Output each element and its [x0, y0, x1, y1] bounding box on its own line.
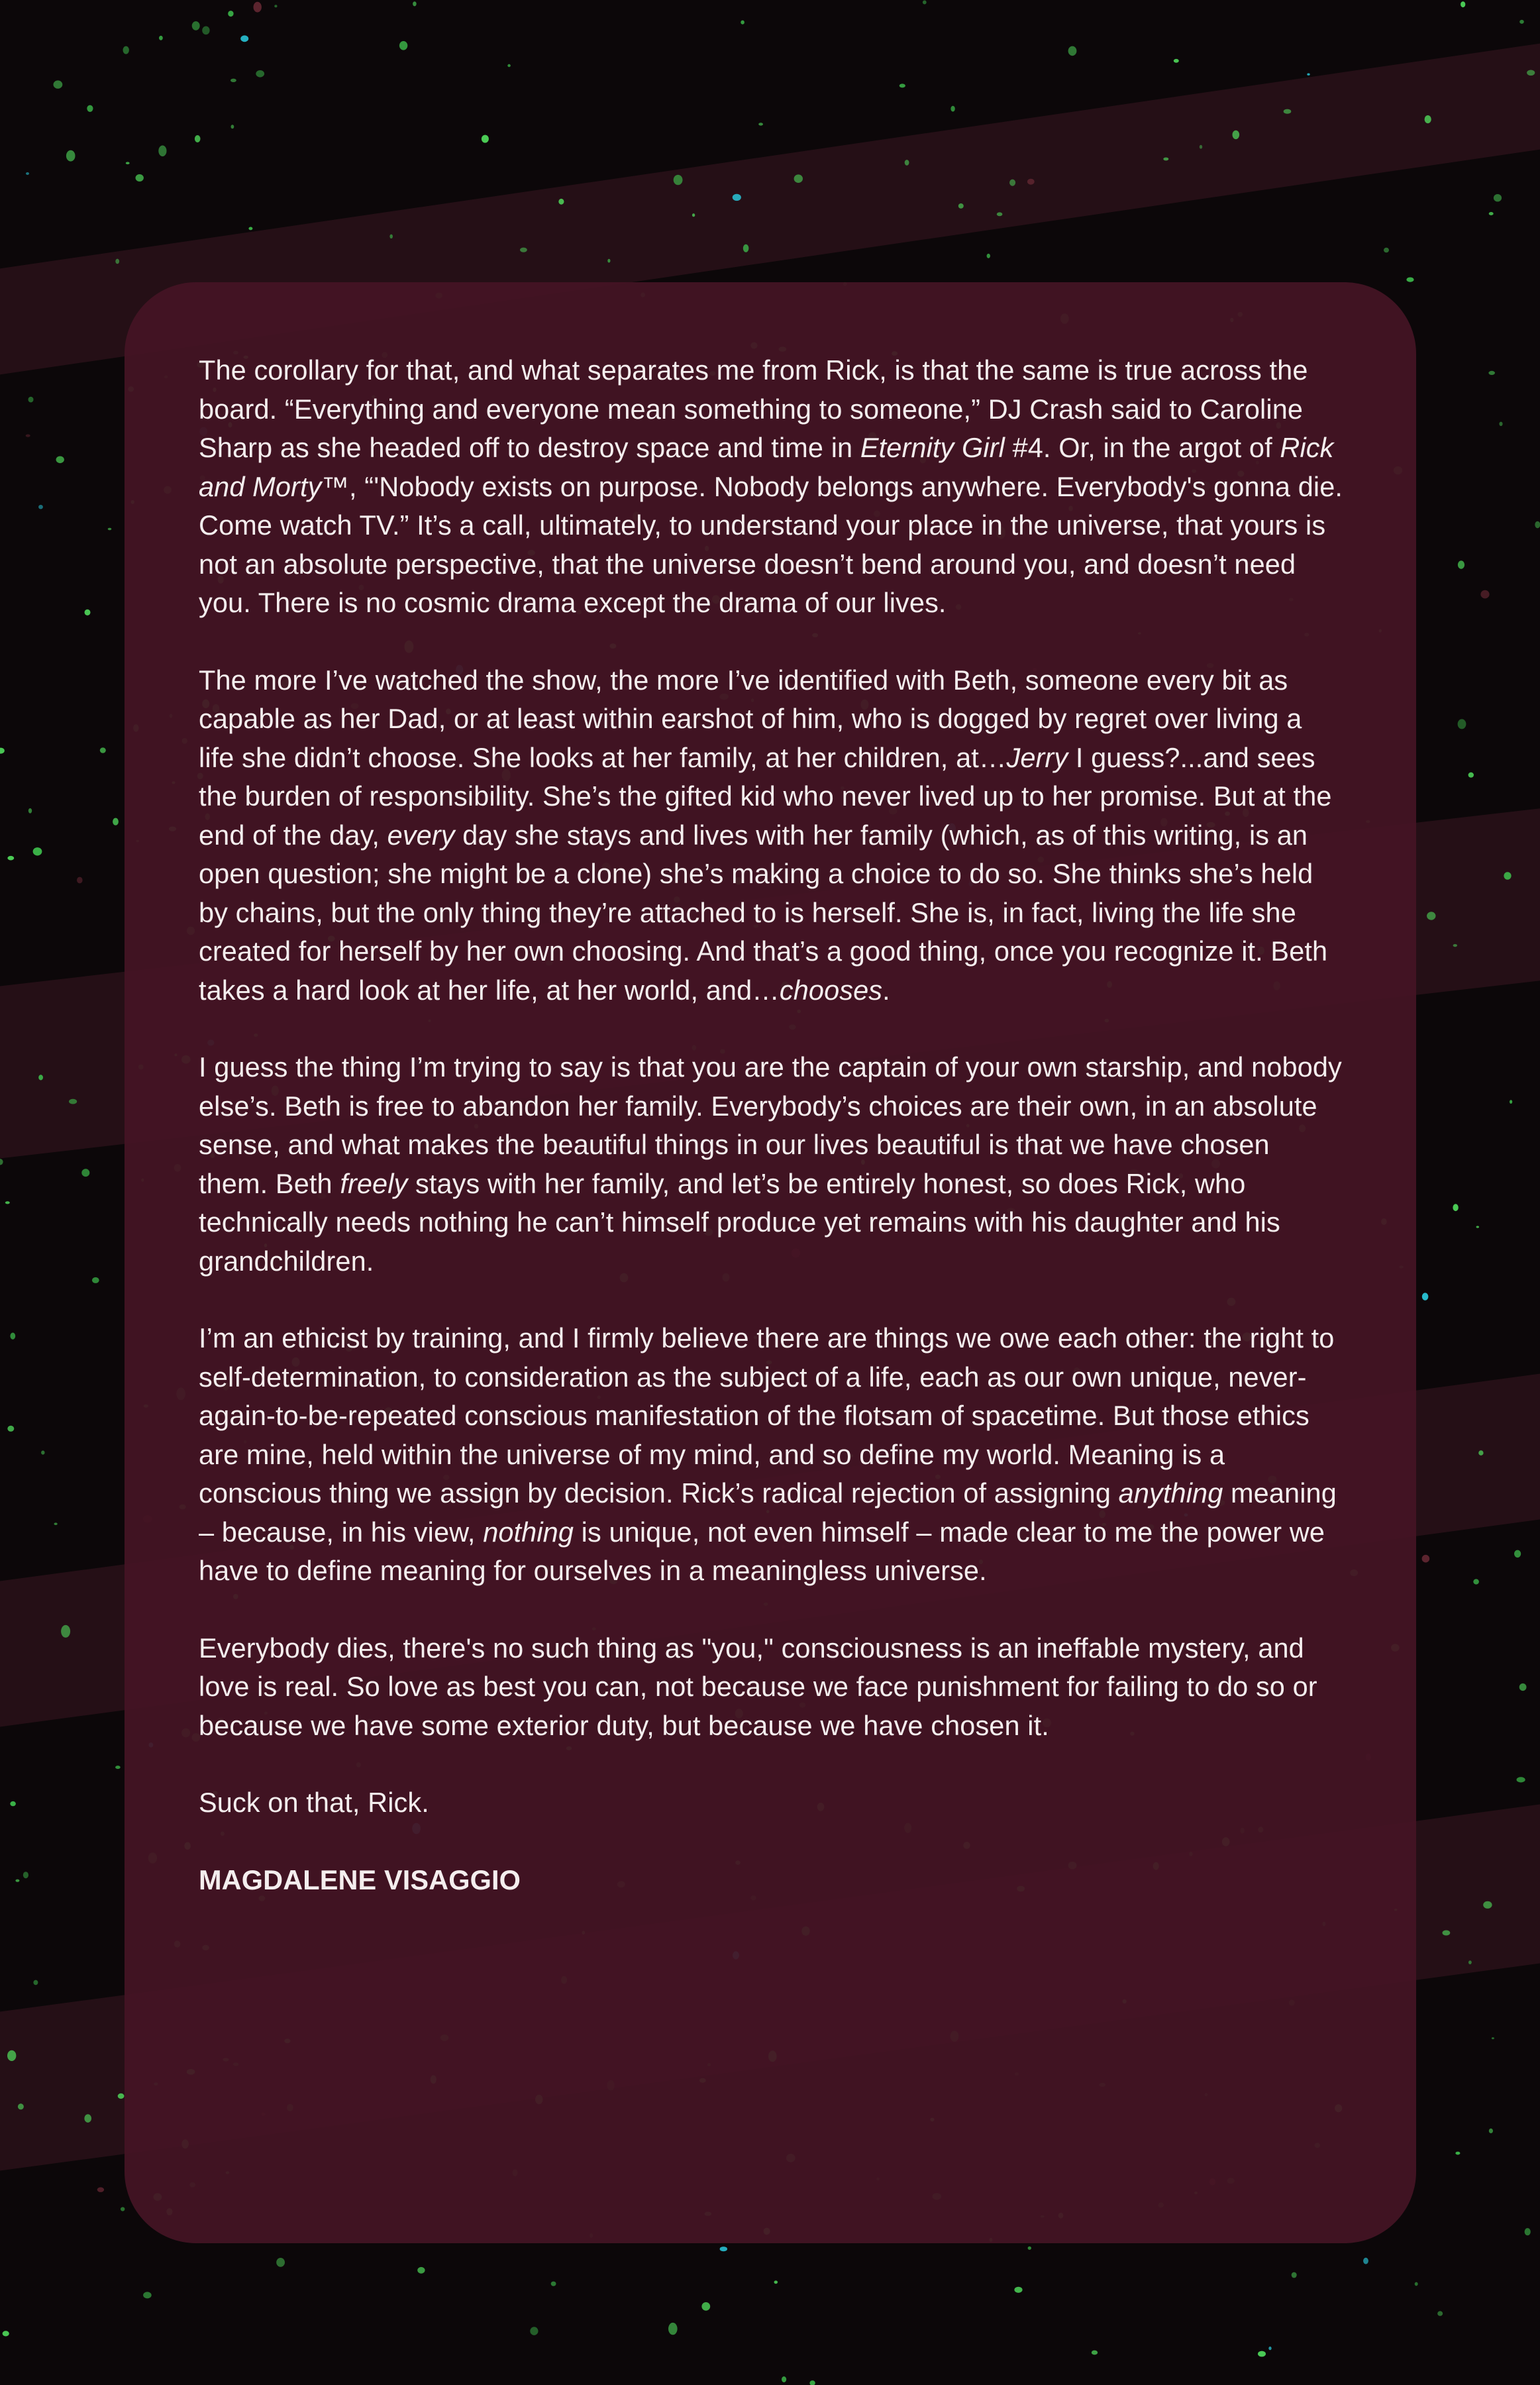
- star-speckle: [607, 259, 610, 263]
- star-speckle: [248, 227, 252, 231]
- star-speckle: [1415, 2282, 1418, 2286]
- star-speckle: [254, 2, 262, 13]
- star-speckle: [1458, 560, 1464, 568]
- star-speckle: [33, 847, 42, 855]
- star-speckle: [26, 435, 30, 437]
- star-speckle: [1480, 590, 1489, 599]
- star-speckle: [399, 41, 407, 50]
- star-speckle: [158, 146, 166, 157]
- star-speckle: [1458, 719, 1466, 729]
- star-speckle: [758, 123, 763, 125]
- star-speckle: [1425, 115, 1431, 123]
- text-run-italic: chooses: [779, 974, 883, 1006]
- star-speckle: [54, 80, 63, 88]
- star-speckle: [1514, 1550, 1521, 1558]
- star-speckle: [809, 2380, 815, 2385]
- star-speckle: [1468, 1960, 1472, 1964]
- star-speckle: [1292, 2272, 1297, 2278]
- star-speckle: [794, 174, 803, 183]
- star-speckle: [87, 105, 93, 112]
- star-speckle: [1009, 180, 1015, 186]
- essay-panel: [125, 282, 1416, 2243]
- text-run: The corollary for that, and what separates me from Rick, is that the same is true across the board. “Everything and everyone mean something to someone,” DJ Crash said to Caroline Sharp as she headed off to destroy space and time in: [199, 354, 1308, 463]
- author-name: MAGDALENE VISAGGIO: [199, 1864, 521, 1895]
- star-speckle: [118, 2094, 125, 2099]
- star-speckle: [41, 1451, 44, 1455]
- star-speckle: [1174, 59, 1179, 63]
- star-speckle: [56, 456, 64, 464]
- star-speckle: [1489, 2129, 1493, 2133]
- star-speckle: [85, 610, 91, 615]
- star-speckle: [276, 2258, 285, 2267]
- star-speckle: [1527, 70, 1535, 76]
- essay-paragraph: [199, 1319, 1343, 1591]
- star-speckle: [1258, 2351, 1266, 2357]
- star-speckle: [159, 36, 163, 40]
- text-run: stays with her family, and let’s be entirely honest, so does Rick, who technically needs nothing he can’t himself produce yet remains with his daughter and his grandchildren.: [199, 1167, 1280, 1277]
- star-speckle: [192, 21, 200, 30]
- text-run: The more I’ve watched the show, the more I’ve identified with Beth, someone every bit as capable as her Dad, or at least within earshot of him, who is dogged by regret over living a life she didn’t choose. She looks at her family, at her children, at…: [199, 664, 1302, 773]
- signoff-line: Suck on that, Rick.: [199, 1787, 429, 1818]
- star-speckle: [950, 106, 954, 112]
- text-run-italic: nothing: [483, 1516, 574, 1548]
- star-speckle: [1468, 772, 1474, 778]
- star-speckle: [1455, 2152, 1460, 2155]
- star-speckle: [18, 2103, 24, 2109]
- star-speckle: [1473, 1579, 1479, 1584]
- text-run-italic: anything: [1118, 1477, 1223, 1509]
- star-speckle: [1504, 872, 1511, 880]
- star-speckle: [1163, 158, 1168, 161]
- star-speckle: [256, 70, 264, 78]
- star-speckle: [7, 1426, 14, 1432]
- star-speckle: [274, 5, 277, 7]
- star-speckle: [23, 1872, 28, 1878]
- star-speckle: [1027, 179, 1035, 185]
- star-speckle: [774, 2280, 778, 2284]
- text-run: I guess the thing I’m trying to say is that you are the captain of your own starship, and nobody else’s. Beth is free to abandon her family. Everybody’s choices are their own, in an absolute sense, and what makes the beautiful things in our lives beautiful is that we have chosen them. Beth: [199, 1051, 1342, 1199]
- star-speckle: [7, 2050, 16, 2061]
- star-speckle: [100, 747, 106, 753]
- star-speckle: [701, 2302, 710, 2311]
- star-speckle: [1200, 145, 1202, 149]
- star-speckle: [1517, 1777, 1525, 1782]
- text-run: I guess?...and sees the burden of responsibility. She’s the gifted kid who never lived up to her promise. But at the end of the day,: [199, 741, 1332, 851]
- star-speckle: [1437, 2311, 1443, 2315]
- star-speckle: [1494, 194, 1502, 201]
- star-speckle: [997, 212, 1003, 216]
- star-speckle: [1519, 1683, 1527, 1691]
- star-speckle: [10, 1333, 15, 1340]
- star-speckle: [77, 877, 83, 884]
- star-speckle: [240, 35, 248, 42]
- star-speckle: [1476, 1226, 1479, 1228]
- text-run: .: [882, 974, 890, 1006]
- star-speckle: [38, 1075, 43, 1080]
- star-speckle: [743, 244, 749, 252]
- star-speckle: [115, 259, 119, 264]
- text-run-italic: Eternity Girl: [860, 432, 1005, 463]
- essay-body: [199, 351, 1343, 1899]
- star-speckle: [26, 172, 29, 175]
- star-speckle: [195, 135, 201, 142]
- text-run-italic: every: [387, 819, 455, 851]
- star-speckle: [202, 26, 209, 35]
- star-speckle: [115, 1766, 121, 1769]
- star-speckle: [113, 818, 119, 825]
- star-speckle: [1488, 371, 1495, 375]
- star-speckle: [417, 2267, 425, 2274]
- star-speckle: [15, 1880, 19, 1882]
- star-speckle: [1422, 1555, 1430, 1563]
- star-speckle: [1268, 2347, 1271, 2350]
- star-speckle: [1363, 2258, 1368, 2264]
- star-speckle: [97, 2188, 104, 2192]
- star-speckle: [1028, 2247, 1031, 2250]
- star-speckle: [61, 1625, 70, 1638]
- star-speckle: [899, 83, 905, 87]
- star-speckle: [231, 125, 234, 129]
- star-speckle: [0, 748, 5, 754]
- text-run-italic: freely: [340, 1167, 408, 1199]
- essay-paragraph: [199, 1629, 1343, 1746]
- star-speckle: [10, 1801, 16, 1806]
- star-speckle: [674, 175, 683, 185]
- text-run: meaning – because, in his view,: [199, 1477, 1337, 1548]
- text-run: Everybody dies, there's no such thing as "you," consciousness is an ineffable mystery, and love is real. So love as best you can, not because we face punishment for failing to do so or because we have some exterior duty, but because we have chosen it.: [199, 1632, 1317, 1741]
- star-speckle: [1519, 20, 1524, 24]
- star-speckle: [1510, 1100, 1512, 1104]
- star-speckle: [123, 46, 129, 54]
- star-speckle: [1068, 46, 1077, 56]
- star-speckle: [413, 1, 417, 6]
- star-speckle: [905, 160, 909, 166]
- star-speckle: [1489, 212, 1494, 215]
- star-speckle: [987, 254, 990, 258]
- star-speckle: [1014, 2287, 1022, 2293]
- star-speckle: [1453, 1204, 1458, 1211]
- star-speckle: [530, 2327, 538, 2335]
- star-speckle: [692, 213, 695, 217]
- text-run-italic: Jerry: [1006, 741, 1068, 773]
- star-speckle: [1427, 912, 1435, 920]
- star-speckle: [1406, 278, 1413, 282]
- text-run: day she stays and lives with her family (which, as of this writing, is an open question; she might be a clone) she’s making a choice to do so. She thinks she’s held by chains, but the only thing they’re attached to is herself. She is, in fact, living the life she created for herself by her own choosing. And that’s a good thing, once you recognize it. Beth takes a hard look at her life, at her world, and…: [199, 819, 1328, 1006]
- star-speckle: [741, 21, 744, 25]
- star-speckle: [28, 808, 32, 814]
- star-speckle: [1422, 1293, 1429, 1300]
- text-run: I’m an ethicist by training, and I firmly believe there are things we owe each other: the right to self-determination, to consideration as the subject of a life, each as our own unique, never-again-to-be-repeated conscious manifestation of the flotsam of spacetime. But those ethics are mine, held within the universe of my mind, and so define my world. Meaning is a conscious thing we assign by decision. Rick’s radical rejection of assigning: [199, 1322, 1335, 1509]
- star-speckle: [1492, 2037, 1494, 2039]
- star-speckle: [1483, 1901, 1492, 1909]
- star-speckle: [551, 2282, 556, 2286]
- star-speckle: [5, 1201, 10, 1204]
- star-speckle: [720, 2247, 727, 2251]
- star-speckle: [136, 174, 144, 182]
- star-speckle: [143, 2292, 152, 2298]
- star-speckle: [733, 194, 741, 201]
- star-speckle: [121, 2207, 125, 2211]
- text-run: ™, “'Nobody exists on purpose. Nobody belongs anywhere. Everybody's gonna die. Come watch TV.” It’s a call, ultimately, to understand your place in the universe, that yours is not an absolute perspective, that the universe doesn’t bend around you, and doesn’t need you. There is no cosmic drama except the drama of our lives.: [199, 470, 1343, 618]
- star-speckle: [1461, 1, 1465, 7]
- essay-paragraph: [199, 661, 1343, 1010]
- star-speckle: [1453, 944, 1457, 947]
- star-speckle: [1535, 521, 1540, 529]
- star-speckle: [1499, 422, 1502, 426]
- star-speckle: [92, 1277, 99, 1283]
- star-speckle: [38, 505, 43, 509]
- star-speckle: [108, 528, 112, 530]
- star-speckle: [668, 2323, 678, 2335]
- essay-paragraph: [199, 351, 1343, 623]
- star-speckle: [1384, 248, 1389, 252]
- star-speckle: [520, 248, 527, 252]
- star-speckle: [126, 162, 130, 164]
- star-speckle: [84, 2114, 91, 2123]
- star-speckle: [958, 203, 964, 209]
- star-speckle: [1233, 131, 1240, 139]
- star-speckle: [3, 2331, 9, 2336]
- star-speckle: [1478, 1450, 1483, 1456]
- star-speckle: [66, 150, 76, 162]
- star-speckle: [1443, 1931, 1451, 1936]
- star-speckle: [0, 1159, 3, 1165]
- star-speckle: [923, 1, 927, 5]
- star-speckle: [33, 1980, 38, 1986]
- star-speckle: [1307, 74, 1309, 76]
- star-speckle: [1525, 2228, 1531, 2235]
- star-speckle: [1092, 2351, 1098, 2355]
- star-speckle: [231, 79, 236, 82]
- star-speckle: [507, 64, 511, 67]
- star-speckle: [69, 1099, 77, 1104]
- text-run-italic: Rick and Morty: [199, 432, 1334, 502]
- star-speckle: [1284, 109, 1292, 114]
- star-speckle: [782, 2376, 786, 2382]
- text-run: #4. Or, in the argot of: [1004, 432, 1280, 463]
- star-speckle: [7, 856, 14, 861]
- star-speckle: [389, 235, 393, 238]
- star-speckle: [81, 1169, 89, 1177]
- star-speckle: [228, 11, 233, 17]
- star-speckle: [482, 135, 489, 143]
- essay-paragraph: [199, 1048, 1343, 1281]
- star-speckle: [54, 1522, 58, 1525]
- star-speckle: [558, 199, 564, 205]
- star-speckle: [28, 397, 34, 403]
- text-run: is unique, not even himself – made clear to me the power we have to define meaning for ourselves in a meaningless universe.: [199, 1516, 1325, 1586]
